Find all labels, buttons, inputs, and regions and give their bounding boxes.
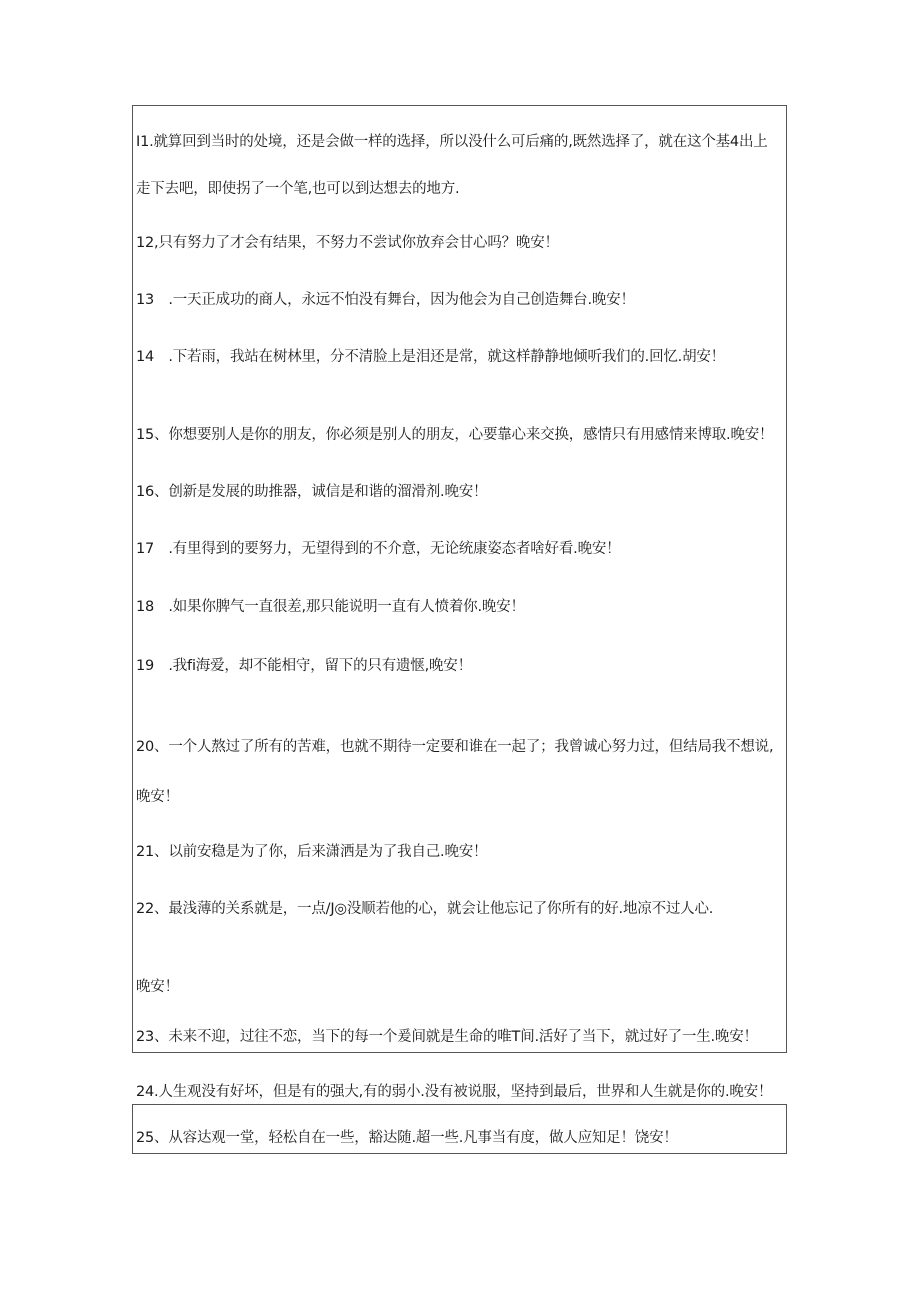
quote-line-13: 13 .一天正成功的商人，永远不怕没有舞台，因为他会为自己创造舞台.晚安！ — [136, 292, 635, 308]
quote-line-20a: 20、一个人熬过了所有的苦难，也就不期待一定要和谁在一起了；我曾诚心努力过，但结局我不想说, — [136, 739, 774, 755]
quote-line-15: 15、你想要别人是你的朋友，你必须是别人的朋友，心要靠心来交换，感情只有用感情来博取.晚安！ — [136, 427, 774, 443]
quote-line-22a: 22、最浅薄的关系就是，一点/J◎没顺若他的心，就会让他忘记了你所有的好.地凉不过人心. — [136, 901, 714, 917]
quote-line-16: 16、创新是发展的助推器，诚信是和谐的溜滑剂.晚安！ — [136, 484, 488, 500]
quote-line-18: 18 .如果你脾气一直很差,那只能说明一直有人愤着你.晚安！ — [136, 599, 525, 615]
quote-line-17: 17 .有里得到的要努力，无望得到的不介意，无论统康姿态者啥好看.晚安！ — [136, 541, 621, 557]
quote-line-19: 19 .我fi海爱，却不能相守，留下的只有遗惬,晚安！ — [136, 658, 472, 674]
quote-line-21: 21、以前安稳是为了你，后来潇洒是为了我自己.晚安！ — [136, 844, 488, 860]
quote-line-14: 14 .下若雨，我站在树林里，分不清脸上是泪还是常，就这样静静地倾听我们的.回忆.胡安！ — [136, 349, 725, 365]
quote-line-12: 12,只有努力了才会有结果，不努力不尝试你放弃会甘心吗？晚安！ — [136, 235, 559, 251]
quote-line-11b: 走下去吧，即使拐了一个笔,也可以到达想去的地方. — [136, 181, 460, 197]
quote-line-20b: 晚安！ — [136, 789, 179, 805]
quote-line-25: 25、从容达观一堂，轻松自在一些，豁达随.超一些.凡事当有度，做人应知足！饶安！ — [136, 1130, 678, 1146]
quote-line-24: 24.人生观没有好坏，但是有的强大,有的弱小.没有被说服，坚持到最后，世界和人生就是你的.晚安！ — [136, 1084, 773, 1100]
quote-line-11a: I1.就算回到当时的处境，还是会做一样的选择，所以没什么可后痛的,既然选择了，就在这个基4出上 — [136, 134, 768, 150]
quote-line-23: 23、未来不迎，过往不恋，当下的每一个爰间就是生命的唯T间.活好了当下，就过好了一生.晚安！ — [136, 1029, 758, 1045]
quote-line-22b: 晚安！ — [136, 979, 179, 995]
